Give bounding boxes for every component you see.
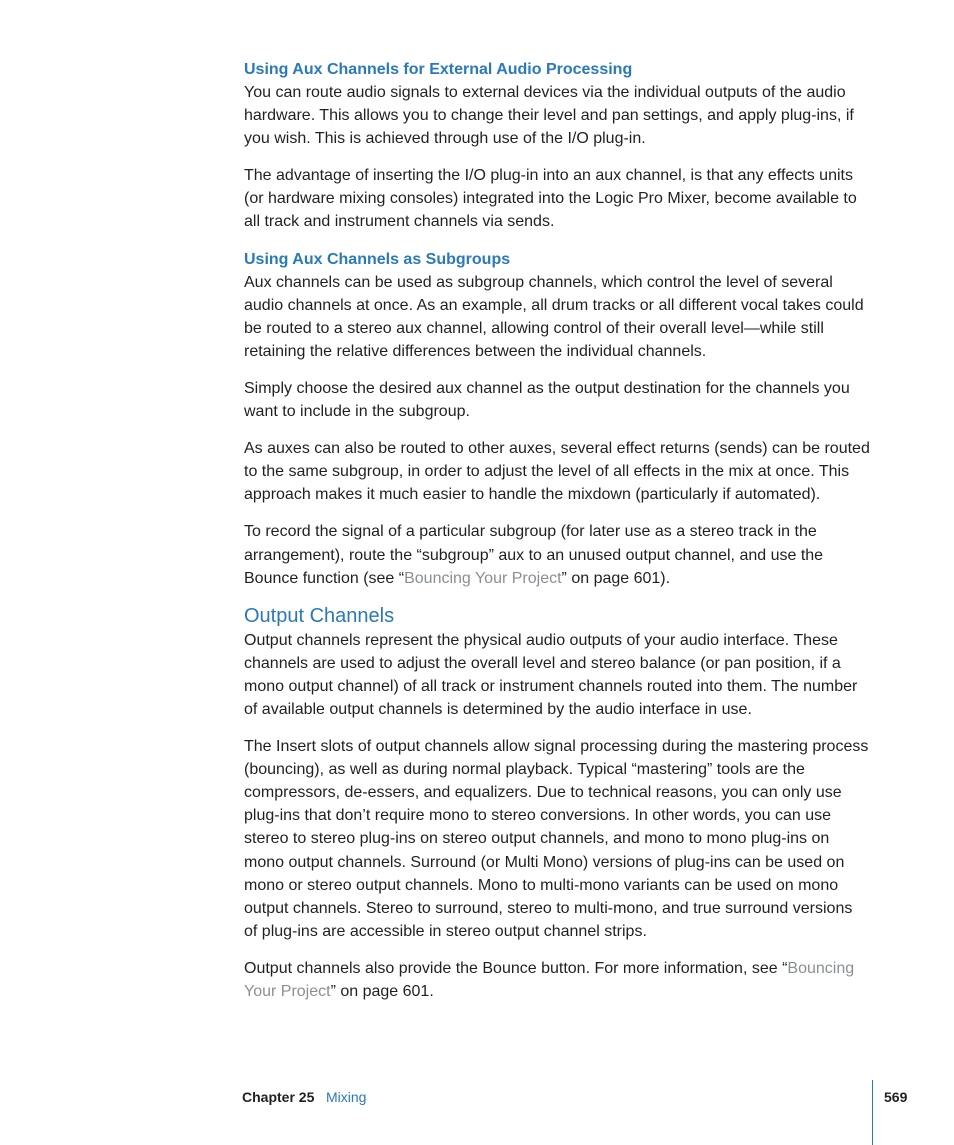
bouncing-your-project-link[interactable]: Bouncing Your Project [244,959,855,1000]
paragraph-text: ” on page 601. [330,983,434,1000]
paragraph-text: To record the signal of a particular subgroup (for later use as a stereo track in the arrangement), route the “subgroup” aux to an unused output channel, and use the Bounce function (see “ [244,523,824,587]
page-number: 569 [884,1089,908,1105]
subheading-aux-subgroups: Using Aux Channels as Subgroups [244,250,511,268]
paragraph: The Insert slots of output channels allow signal processing during the mastering process (bouncing), as well as during normal playback. Typical “mastering” tools are the compressors, de-essers, and equalizers. Due to technical reasons, you can only use plug-ins that don’t require mono to stereo conversions. In other words, you can use stereo to stereo plug-ins on stereo output channels, and mono to mono plug-ins on mono output channels. Surround (or Multi Mono) versions of plug-ins can be used on mono or stereo output channels. Mono to multi-mono variants can be used on mono output channels. Stereo to surround, stereo to multi-mono, and true surround versions of plug-ins are accessible in stereo output channel strips. [244,738,869,940]
paragraph: As auxes can also be routed to other auxes, several effect returns (sends) can be routed to the same subgroup, in order to adjust the level of all effects in the mix at once. This approach makes it much easier to handle the mixdown (particularly if automated). [244,440,870,504]
paragraph-text: ” on page 601). [561,569,671,587]
page-footer [0,1080,954,1145]
page-body [244,58,870,1017]
subheading-aux-external: Using Aux Channels for External Audio Processing [244,61,633,78]
paragraph-text: Output channels also provide the Bounce button. For more information, see “ [244,959,788,977]
footer-divider [872,1080,873,1145]
footer-chapter-label: Chapter 25 [242,1089,315,1105]
paragraph: The advantage of inserting the I/O plug-in into an aux channel, is that any effects units (or hardware mixing consoles) integrated into the Logic Pro Mixer, become available to all track and instrument channels via sends. [244,167,857,231]
section-title-output-channels: Output Channels [244,604,395,627]
paragraph: Output channels represent the physical audio outputs of your audio interface. These channels are used to adjust the overall level and stereo balance (or pan position, if a mono output channel) of all track or instrument channels routed into them. The number of available output channels is determined by the audio interface in use. [244,631,858,718]
footer-chapter-link[interactable]: Mixing [326,1089,367,1105]
paragraph: You can route audio signals to external devices via the individual outputs of the audio hardware. This allows you to change their level and pan settings, and apply plug-ins, if you wish. This is achieved through use of the I/O plug-in. [244,84,854,148]
bouncing-your-project-link[interactable]: Bouncing Your Project [404,569,562,587]
paragraph: Aux channels can be used as subgroup channels, which control the level of several audio channels at once. As an example, all drum tracks or all different vocal takes could be routed to a stereo aux channel, allowing control of their overall level—while still retaining the relative differences between the individual channels. [244,273,864,360]
paragraph-with-link [244,957,870,1003]
paragraph-with-link [244,520,870,589]
paragraph: Simply choose the desired aux channel as the output destination for the channels you want to include in the subgroup. [244,379,850,421]
